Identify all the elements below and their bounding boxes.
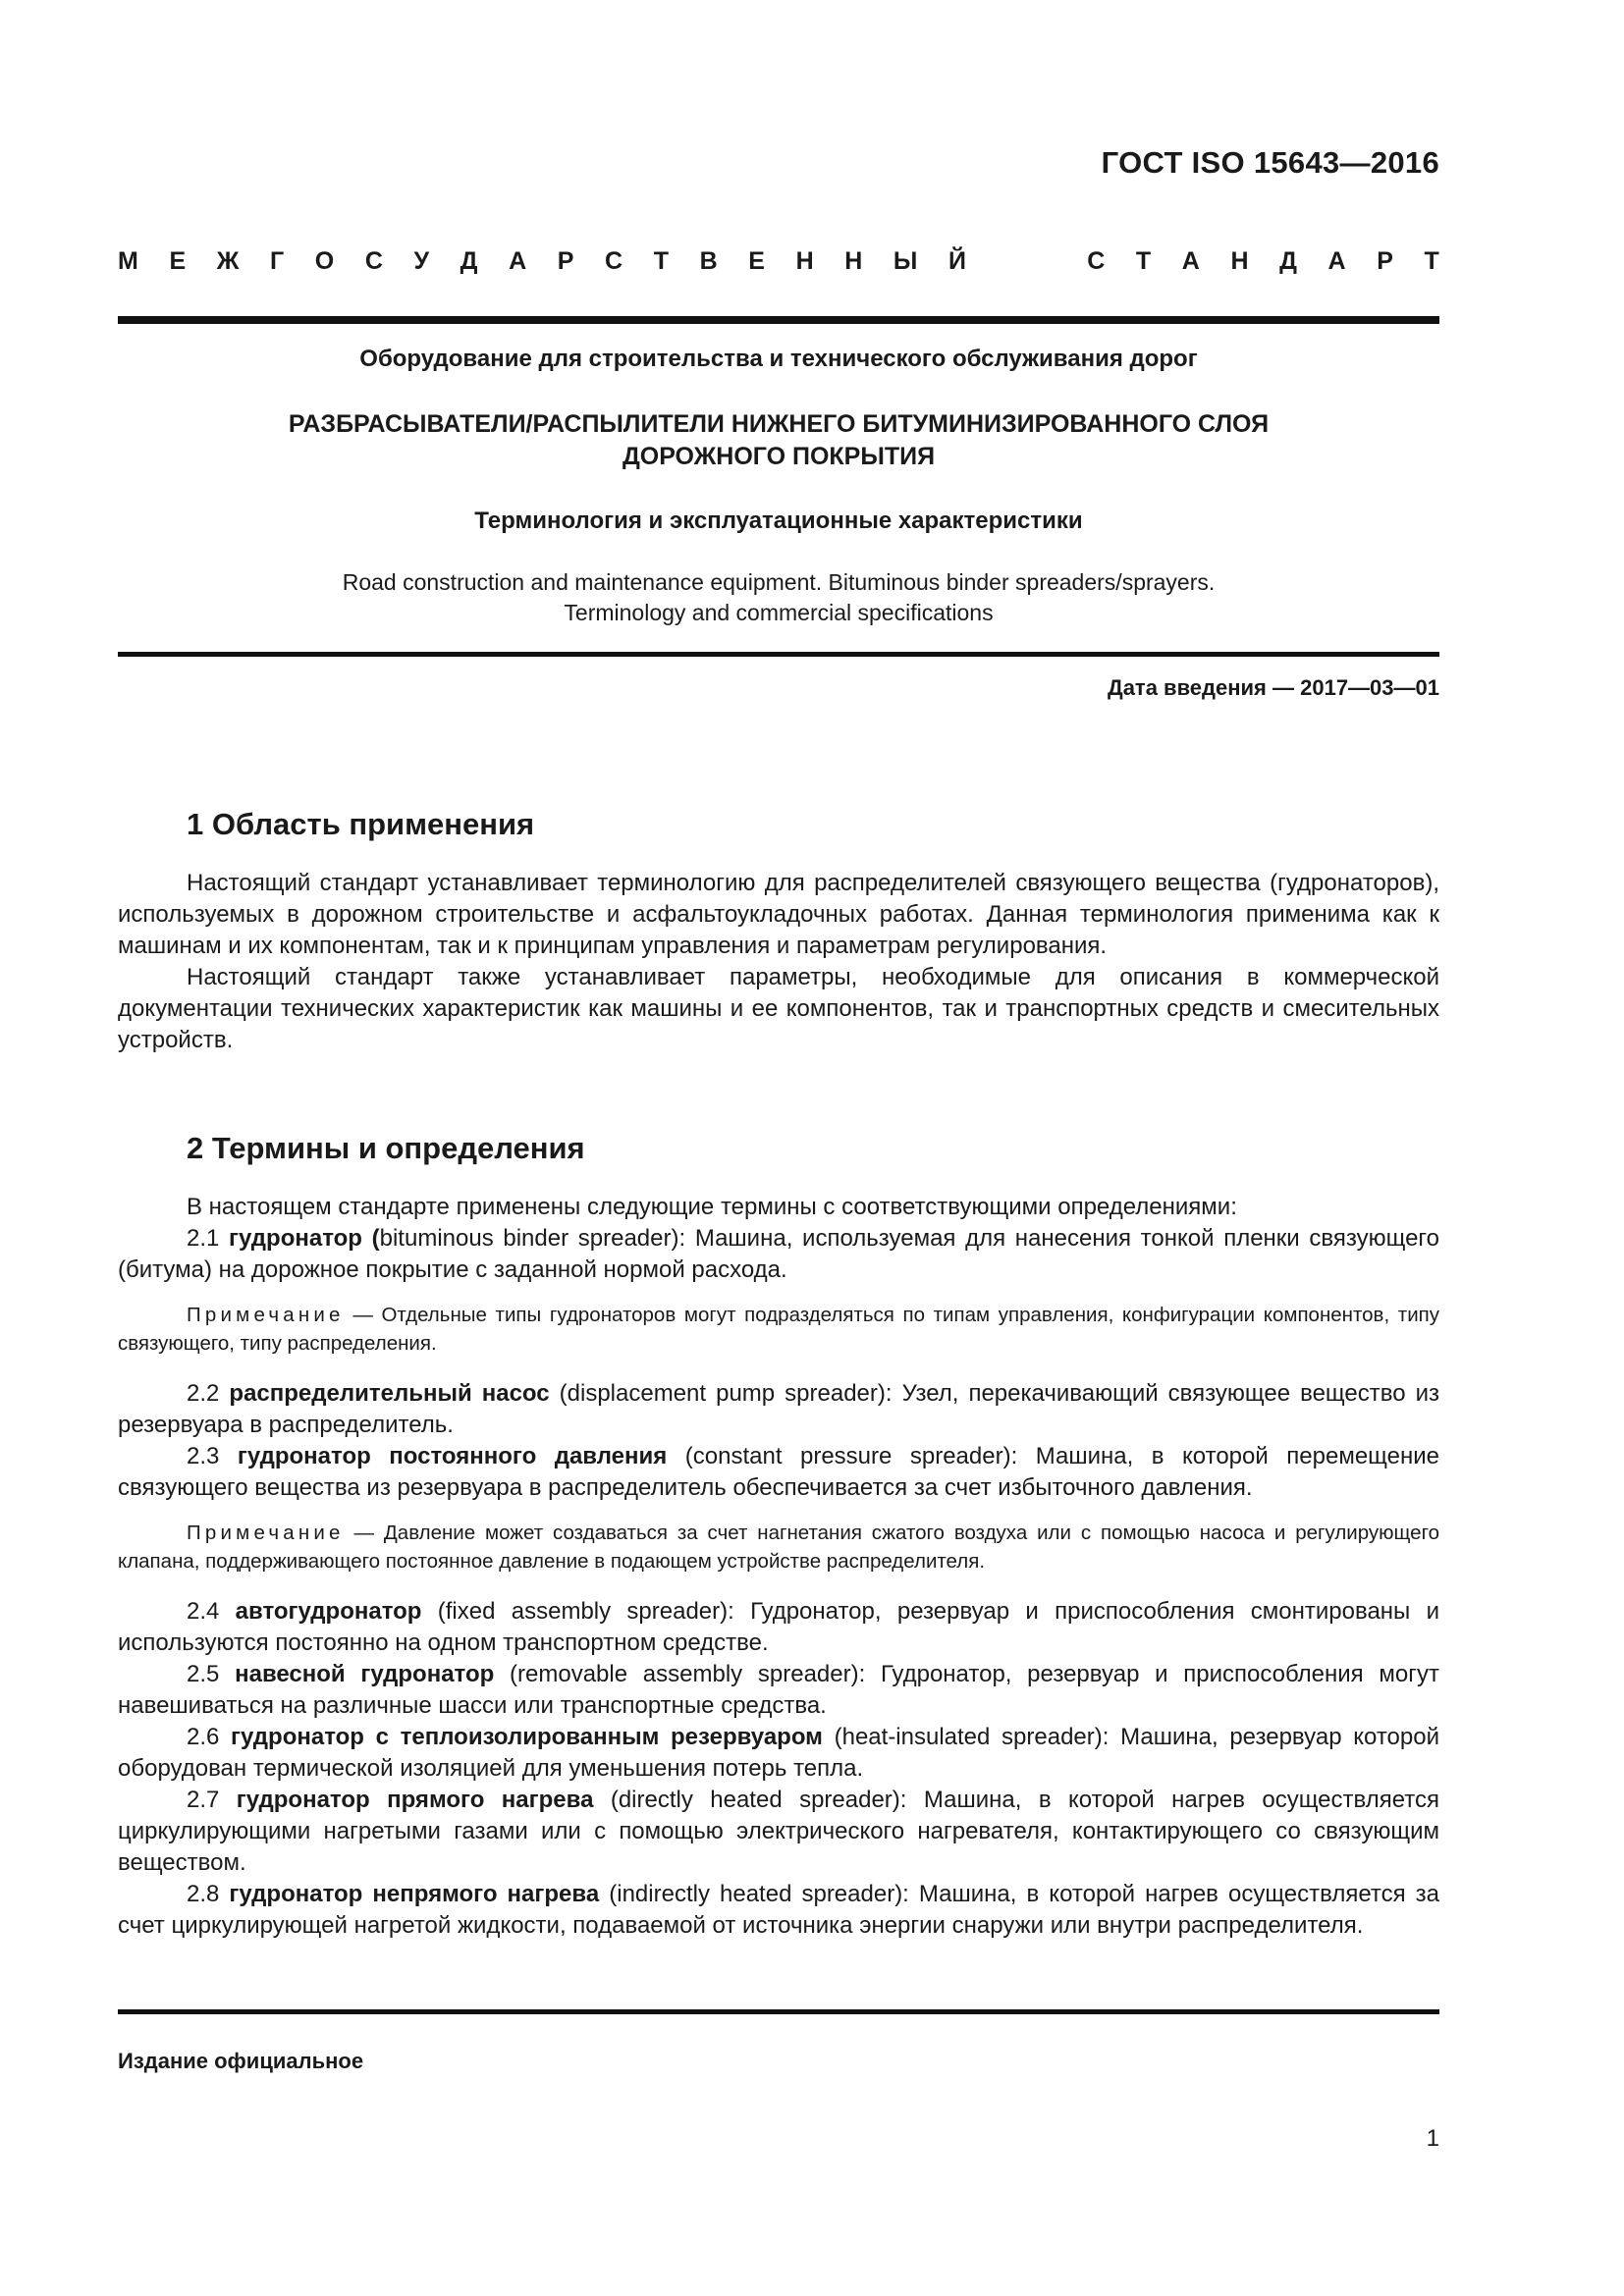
heading-letter: Р	[1377, 247, 1393, 275]
section-1-paragraph-2: Настоящий стандарт также устанавливает параметры, необходимые для описания в коммерческой документации технических характеристик как машины и ее компонентов, так и транспортных средств и смесительных устройств.	[118, 964, 1439, 1053]
term-number: 2.1	[187, 1225, 230, 1252]
title-rule	[118, 652, 1439, 657]
heading-letter: Т	[653, 247, 669, 275]
heading-letter: Ы	[893, 247, 918, 275]
page-number: 1	[1426, 2125, 1439, 2152]
heading-letter: Д	[460, 247, 478, 275]
term-name: автогудронатор	[235, 1598, 422, 1625]
standard-code: ГОСТ ISO 15643—2016	[1101, 145, 1439, 180]
heading-letter: Ж	[216, 247, 240, 275]
note-label: Примечание	[187, 1522, 345, 1544]
heading-letter: Р	[557, 247, 574, 275]
term-2-3	[118, 1441, 1439, 1504]
term-2-2	[118, 1378, 1439, 1441]
introduction-date: Дата введения — 2017—03—01	[1108, 675, 1439, 700]
subtitle: Терминология и эксплуатационные характеристики	[474, 507, 1083, 534]
note-1	[118, 1301, 1439, 1358]
term-definition: (directly heated spreader): Машина, в которой нагрев осуществляется циркулирующими нагретыми газами или с помощью электрического нагревателя, контактирующего со связующим веществом.	[118, 1787, 1439, 1876]
term-number: 2.5	[187, 1661, 236, 1687]
heading-letter: А	[1327, 247, 1346, 275]
heading-letter: Н	[844, 247, 863, 275]
heading-letter: М	[118, 247, 138, 275]
heading-letter: В	[699, 247, 718, 275]
heading-letter: Н	[795, 247, 814, 275]
heading-letter: У	[413, 247, 430, 275]
term-number: 2.6	[187, 1724, 232, 1750]
english-title	[118, 567, 1439, 628]
term-definition: (heat-insulated spreader): Машина, резервуар которой оборудован термической изоляцией для уменьшения потерь тепла.	[118, 1724, 1440, 1782]
terms-2-4-to-2-8	[118, 1596, 1439, 1942]
term-name: распределительный насос	[229, 1380, 550, 1407]
term-number: 2.4	[187, 1598, 236, 1625]
section-1-body	[118, 868, 1439, 1056]
note-text: — Давление может создаваться за счет нагнетания сжатого воздуха или с помощью насоса и регулирующего клапана, поддерживающего постоянное давление в подающем устройстве распределителя.	[118, 1522, 1439, 1573]
term-definition: (indirectly heated spreader): Машина, в которой нагрев осуществляется за счет циркулирующей нагретой жидкости, подаваемой от источника энергии снаружи или внутри распределителя.	[118, 1881, 1440, 1939]
term-name: гудронатор с теплоизолированным резервуаром	[231, 1724, 823, 1750]
term-number: 2.2	[187, 1380, 230, 1407]
term-2-1	[118, 1223, 1439, 1286]
term-name: гудронатор прямого нагрева	[236, 1787, 594, 1813]
heading-letter: Е	[169, 247, 187, 275]
heading-letter: С	[1087, 247, 1106, 275]
section-2-heading: 2 Термины и определения	[187, 1131, 585, 1165]
footer-rule	[118, 2009, 1439, 2014]
main-title	[118, 408, 1439, 473]
term-2-4	[118, 1596, 1439, 1659]
term-definition: (constant pressure spreader): Машина, в которой перемещение связующего вещества из резервуара в распределитель обеспечивается за счет избыточного давления.	[118, 1443, 1439, 1501]
term-2-5	[118, 1659, 1439, 1722]
heading-letter: А	[509, 247, 527, 275]
term-definition: (displacement pump spreader): Узел, перекачивающий связующее вещество из резервуара в распределитель.	[118, 1380, 1440, 1438]
note-text: — Отдельные типы гудронаторов могут подразделяться по типам управления, конфигурации компонентов, типу связующего, типу распределения.	[118, 1304, 1439, 1355]
sector-title: Оборудование для строительства и технического обслуживания дорог	[359, 346, 1198, 372]
term-name: гудронатор (	[229, 1225, 380, 1252]
term-2-8	[118, 1879, 1439, 1942]
term-number: 2.7	[187, 1787, 237, 1813]
english-title-line-2: Terminology and commercial specifications	[564, 600, 994, 625]
term-definition: (removable assembly spreader): Гудронатор, резервуар и приспособления могут навешиваться на различные шасси или транспортные средства.	[118, 1661, 1439, 1719]
heading-letter: А	[1181, 247, 1200, 275]
main-title-line-2: ДОРОЖНОГО ПОКРЫТИЯ	[622, 443, 936, 470]
heading-letter: О	[314, 247, 335, 275]
heading-letter: Н	[1230, 247, 1249, 275]
heading-letter: Й	[948, 247, 966, 275]
section-2-intro-block	[118, 1192, 1439, 1286]
main-title-line-1: РАЗБРАСЫВАТЕЛИ/РАСПЫЛИТЕЛИ НИЖНЕГО БИТУМИНИЗИРОВАННОГО СЛОЯ	[288, 410, 1270, 438]
term-2-7	[118, 1785, 1439, 1879]
heading-letter: Т	[1424, 247, 1439, 275]
note-label: Примечание	[187, 1304, 345, 1326]
heading-letter: Д	[1279, 247, 1297, 275]
interstate-standard-label	[118, 247, 1439, 276]
term-name: навесной гудронатор	[235, 1661, 495, 1687]
official-edition-label: Издание официальное	[118, 2049, 364, 2073]
term-number: 2.8	[187, 1881, 230, 1907]
term-number: 2.3	[187, 1443, 238, 1469]
section-2-intro: В настоящем стандарте применены следующие термины с соответствующими определениями:	[187, 1194, 1237, 1220]
heading-letter: Т	[1135, 247, 1152, 275]
term-name: гудронатор постоянного давления	[237, 1443, 668, 1469]
term-name: гудронатор непрямого нагрева	[229, 1881, 600, 1907]
terms-2-2-to-2-3	[118, 1378, 1439, 1504]
term-definition: bituminous binder spreader): Машина, используемая для нанесения тонкой пленки связующего (битума) на дорожное покрытие с заданной нормой расхода.	[118, 1225, 1440, 1283]
note-2	[118, 1519, 1439, 1575]
heading-letter: С	[364, 247, 383, 275]
term-2-6	[118, 1722, 1439, 1785]
heading-letter: С	[605, 247, 623, 275]
section-1-heading: 1 Область применения	[187, 807, 535, 841]
heading-letter: Е	[748, 247, 765, 275]
term-definition: (fixed assembly spreader): Гудронатор, резервуар и приспособления смонтированы и используются постоянно на одном транспортном средстве.	[118, 1598, 1440, 1656]
header-rule	[118, 316, 1439, 324]
heading-letter: Г	[269, 247, 285, 275]
section-1-paragraph-1: Настоящий стандарт устанавливает терминологию для распределителей связующего вещества (гудронаторов), используемых в дорожном строительстве и асфальтоукладочных работах. Данная терминология применима как к машинам и их компонентам, так и к принципам управления и параметрам регулирования.	[118, 870, 1439, 959]
word-gap	[998, 247, 1056, 276]
english-title-line-1: Road construction and maintenance equipment. Bituminous binder spreaders/sprayers.	[342, 569, 1216, 595]
